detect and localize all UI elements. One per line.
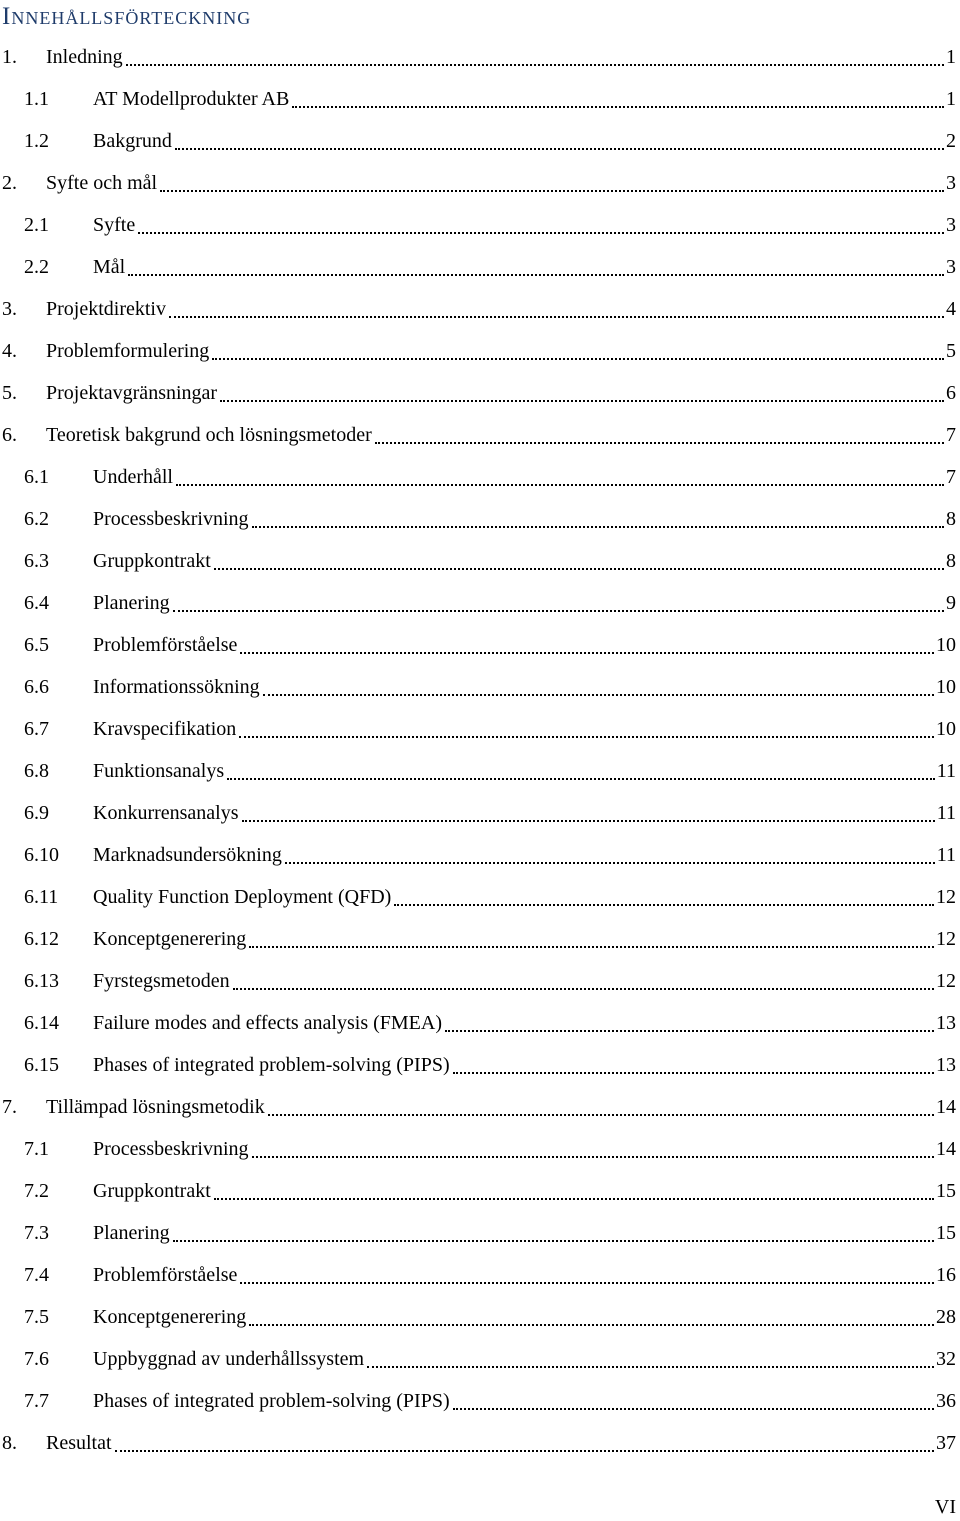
- dot-leader: [239, 735, 934, 738]
- dot-leader: [173, 1239, 934, 1242]
- toc-entry-title: Funktionsanalys: [93, 759, 225, 782]
- toc-entry[interactable]: [0, 330, 960, 372]
- toc-entry-number: 6.9: [24, 801, 49, 824]
- dot-leader: [175, 147, 944, 150]
- dot-leader: [375, 441, 944, 444]
- toc-entry[interactable]: [0, 918, 960, 960]
- toc-entry-page: 3: [946, 255, 956, 278]
- toc-entry-number: 6.7: [24, 717, 49, 740]
- toc-entry-number: 6.15: [24, 1053, 59, 1076]
- toc-entry-page: 4: [946, 297, 956, 320]
- dot-leader: [126, 63, 944, 66]
- toc-entry-number: 5.: [2, 381, 17, 404]
- toc-entry-number: 7.2: [24, 1179, 49, 1202]
- toc-entry[interactable]: [0, 1086, 960, 1128]
- toc-entry[interactable]: [0, 1254, 960, 1296]
- toc-entry-page: 14: [936, 1137, 956, 1160]
- dot-leader: [453, 1071, 934, 1074]
- toc-entry-page: 12: [936, 969, 956, 992]
- toc-entry[interactable]: [0, 582, 960, 624]
- toc-entry[interactable]: [0, 624, 960, 666]
- toc-entry-page: 7: [946, 423, 956, 446]
- toc-entry-page: 10: [936, 675, 956, 698]
- toc-entry-title: Problemformulering: [46, 339, 210, 362]
- toc-entry-number: 6.10: [24, 843, 59, 866]
- toc-entry-title: Processbeskrivning: [93, 507, 249, 530]
- toc-entry[interactable]: [0, 1002, 960, 1044]
- toc-entry-page: 9: [946, 591, 956, 614]
- dot-leader: [240, 651, 934, 654]
- toc-entry-number: 7.7: [24, 1389, 49, 1412]
- toc-entry-number: 8.: [2, 1431, 17, 1454]
- toc-entry-title: Planering: [93, 591, 170, 614]
- toc-entry[interactable]: [0, 1422, 960, 1464]
- toc-entry-number: 6.5: [24, 633, 49, 656]
- page-number: VI: [934, 1496, 956, 1518]
- toc-entry[interactable]: [0, 162, 960, 204]
- toc-entry-title: Gruppkontrakt: [93, 1179, 211, 1202]
- toc-entry-number: 2.2: [24, 255, 49, 278]
- toc-entry[interactable]: [0, 414, 960, 456]
- toc-entry-title: Failure modes and effects analysis (FMEA): [93, 1011, 442, 1034]
- toc-entry-page: 12: [936, 927, 956, 950]
- toc-entry-number: 6.3: [24, 549, 49, 572]
- dot-leader: [252, 525, 944, 528]
- toc-entry-page: 28: [936, 1305, 956, 1328]
- toc-entry-title: Projektdirektiv: [46, 297, 166, 320]
- toc-entry-title: Resultat: [46, 1431, 112, 1454]
- toc-entry[interactable]: [0, 876, 960, 918]
- toc-entry-page: 11: [936, 843, 956, 866]
- toc-entry[interactable]: [0, 708, 960, 750]
- toc-entry-title: Teoretisk bakgrund och lösningsmetoder: [46, 423, 372, 446]
- dot-leader: [115, 1449, 934, 1452]
- toc-entry[interactable]: [0, 960, 960, 1002]
- dot-leader: [285, 861, 935, 864]
- toc-entry-page: 1: [946, 45, 956, 68]
- toc-entry-title: Phases of integrated problem-solving (PIPS): [93, 1053, 450, 1076]
- dot-leader: [214, 567, 944, 570]
- dot-leader: [292, 105, 944, 108]
- toc-entry-number: 6.4: [24, 591, 49, 614]
- toc-entry-page: 5: [946, 339, 956, 362]
- toc-entry-title: Gruppkontrakt: [93, 549, 211, 572]
- toc-heading: Innehållsförteckning: [2, 3, 252, 30]
- toc-entry[interactable]: [0, 246, 960, 288]
- toc-entry[interactable]: [0, 792, 960, 834]
- toc-entry-title: Problemförståelse: [93, 1263, 238, 1286]
- dot-leader: [233, 987, 934, 990]
- toc-entry-number: 1.: [2, 45, 17, 68]
- toc-entry-page: 36: [936, 1389, 956, 1412]
- dot-leader: [227, 777, 935, 780]
- toc-entry-page: 3: [946, 171, 956, 194]
- dot-leader: [128, 273, 944, 276]
- toc-entry[interactable]: [0, 750, 960, 792]
- toc-entry-title: Projektavgränsningar: [46, 381, 218, 404]
- toc-entry[interactable]: [0, 1212, 960, 1254]
- dot-leader: [212, 357, 944, 360]
- toc-entry-page: 13: [936, 1053, 956, 1076]
- toc-entry[interactable]: [0, 36, 960, 78]
- toc-entry-title: Syfte: [93, 213, 136, 236]
- toc-entry-number: 6.8: [24, 759, 49, 782]
- toc-entry-page: 11: [936, 801, 956, 824]
- toc-entry[interactable]: [0, 120, 960, 162]
- toc-entry-title: Uppbyggnad av underhållssystem: [93, 1347, 365, 1370]
- toc-entry-page: 37: [936, 1431, 956, 1454]
- toc-entry[interactable]: [0, 372, 960, 414]
- toc-entry[interactable]: [0, 1380, 960, 1422]
- toc-entry-title: Konceptgenerering: [93, 1305, 247, 1328]
- dot-leader: [249, 945, 934, 948]
- toc-entry-number: 6.1: [24, 465, 49, 488]
- toc-entry[interactable]: [0, 204, 960, 246]
- toc-entry[interactable]: [0, 666, 960, 708]
- toc-entry-number: 7.5: [24, 1305, 49, 1328]
- toc-entry-page: 10: [936, 633, 956, 656]
- toc-entry-number: 7.: [2, 1095, 17, 1118]
- toc-entry[interactable]: [0, 1044, 960, 1086]
- toc-entry-number: 6.13: [24, 969, 59, 992]
- toc-entry-title: Mål: [93, 255, 126, 278]
- toc-entry-page: 10: [936, 717, 956, 740]
- toc-entry[interactable]: [0, 1170, 960, 1212]
- toc-entry-number: 6.2: [24, 507, 49, 530]
- toc-entry-number: 7.1: [24, 1137, 49, 1160]
- toc-entry-title: Bakgrund: [93, 129, 172, 152]
- toc-entry[interactable]: [0, 1128, 960, 1170]
- toc-entry-number: 6.6: [24, 675, 49, 698]
- dot-leader: [220, 399, 944, 402]
- toc-entry[interactable]: [0, 1296, 960, 1338]
- toc-entry-title: Underhåll: [93, 465, 173, 488]
- toc-entry-title: Problemförståelse: [93, 633, 238, 656]
- toc-entry-number: 4.: [2, 339, 17, 362]
- toc-entry-page: 6: [946, 381, 956, 404]
- toc-entry-title: Fyrstegsmetoden: [93, 969, 230, 992]
- dot-leader: [242, 819, 935, 822]
- dot-leader: [249, 1323, 934, 1326]
- dot-leader: [173, 609, 944, 612]
- dot-leader: [240, 1281, 934, 1284]
- toc-entry-number: 3.: [2, 297, 17, 320]
- toc-entry-page: 12: [936, 885, 956, 908]
- toc-entry[interactable]: [0, 288, 960, 330]
- toc-entry-page: 14: [936, 1095, 956, 1118]
- toc-entry-title: Quality Function Deployment (QFD): [93, 885, 392, 908]
- dot-leader: [394, 903, 934, 906]
- dot-leader: [176, 483, 944, 486]
- toc-entry-page: 15: [936, 1221, 956, 1244]
- toc-entry[interactable]: [0, 1338, 960, 1380]
- toc-entry-page: 15: [936, 1179, 956, 1202]
- toc-entry-number: 6.: [2, 423, 17, 446]
- toc-entry-number: 6.14: [24, 1011, 59, 1034]
- toc-entry[interactable]: [0, 498, 960, 540]
- toc-entry-page: 3: [946, 213, 956, 236]
- table-of-contents: [0, 36, 960, 1464]
- toc-entry-number: 7.6: [24, 1347, 49, 1370]
- toc-entry-title: AT Modellprodukter AB: [93, 87, 290, 110]
- toc-entry-title: Marknadsundersökning: [93, 843, 282, 866]
- dot-leader: [252, 1155, 934, 1158]
- toc-entry-page: 16: [936, 1263, 956, 1286]
- toc-entry-title: Informationssökning: [93, 675, 260, 698]
- dot-leader: [138, 231, 944, 234]
- toc-entry-page: 8: [946, 549, 956, 572]
- toc-entry-page: 1: [946, 87, 956, 110]
- toc-entry-number: 1.2: [24, 129, 49, 152]
- toc-entry-number: 7.3: [24, 1221, 49, 1244]
- toc-entry-page: 13: [936, 1011, 956, 1034]
- toc-entry-title: Processbeskrivning: [93, 1137, 249, 1160]
- toc-entry-number: 7.4: [24, 1263, 49, 1286]
- toc-entry-page: 8: [946, 507, 956, 530]
- toc-entry-title: Konkurrensanalys: [93, 801, 239, 824]
- dot-leader: [214, 1197, 934, 1200]
- dot-leader: [160, 189, 944, 192]
- toc-entry-title: Konceptgenerering: [93, 927, 247, 950]
- dot-leader: [169, 315, 944, 318]
- toc-entry-number: 2.1: [24, 213, 49, 236]
- toc-entry-number: 6.11: [24, 885, 59, 908]
- toc-entry-title: Syfte och mål: [46, 171, 158, 194]
- dot-leader: [263, 693, 934, 696]
- toc-entry-title: Planering: [93, 1221, 170, 1244]
- toc-entry[interactable]: [0, 78, 960, 120]
- toc-entry-number: 2.: [2, 171, 17, 194]
- dot-leader: [268, 1113, 934, 1116]
- toc-entry[interactable]: [0, 834, 960, 876]
- dot-leader: [445, 1029, 934, 1032]
- toc-entry-title: Tillämpad lösningsmetodik: [46, 1095, 265, 1118]
- toc-entry-number: 1.1: [24, 87, 49, 110]
- dot-leader: [453, 1407, 934, 1410]
- toc-entry-page: 2: [946, 129, 956, 152]
- toc-entry-number: 6.12: [24, 927, 59, 950]
- toc-entry-page: 11: [936, 759, 956, 782]
- toc-entry-page: 32: [936, 1347, 956, 1370]
- toc-entry-page: 7: [946, 465, 956, 488]
- toc-entry[interactable]: [0, 540, 960, 582]
- dot-leader: [367, 1365, 934, 1368]
- toc-entry[interactable]: [0, 456, 960, 498]
- toc-entry-title: Inledning: [46, 45, 123, 68]
- toc-entry-title: Kravspecifikation: [93, 717, 237, 740]
- toc-entry-title: Phases of integrated problem-solving (PIPS): [93, 1389, 450, 1412]
